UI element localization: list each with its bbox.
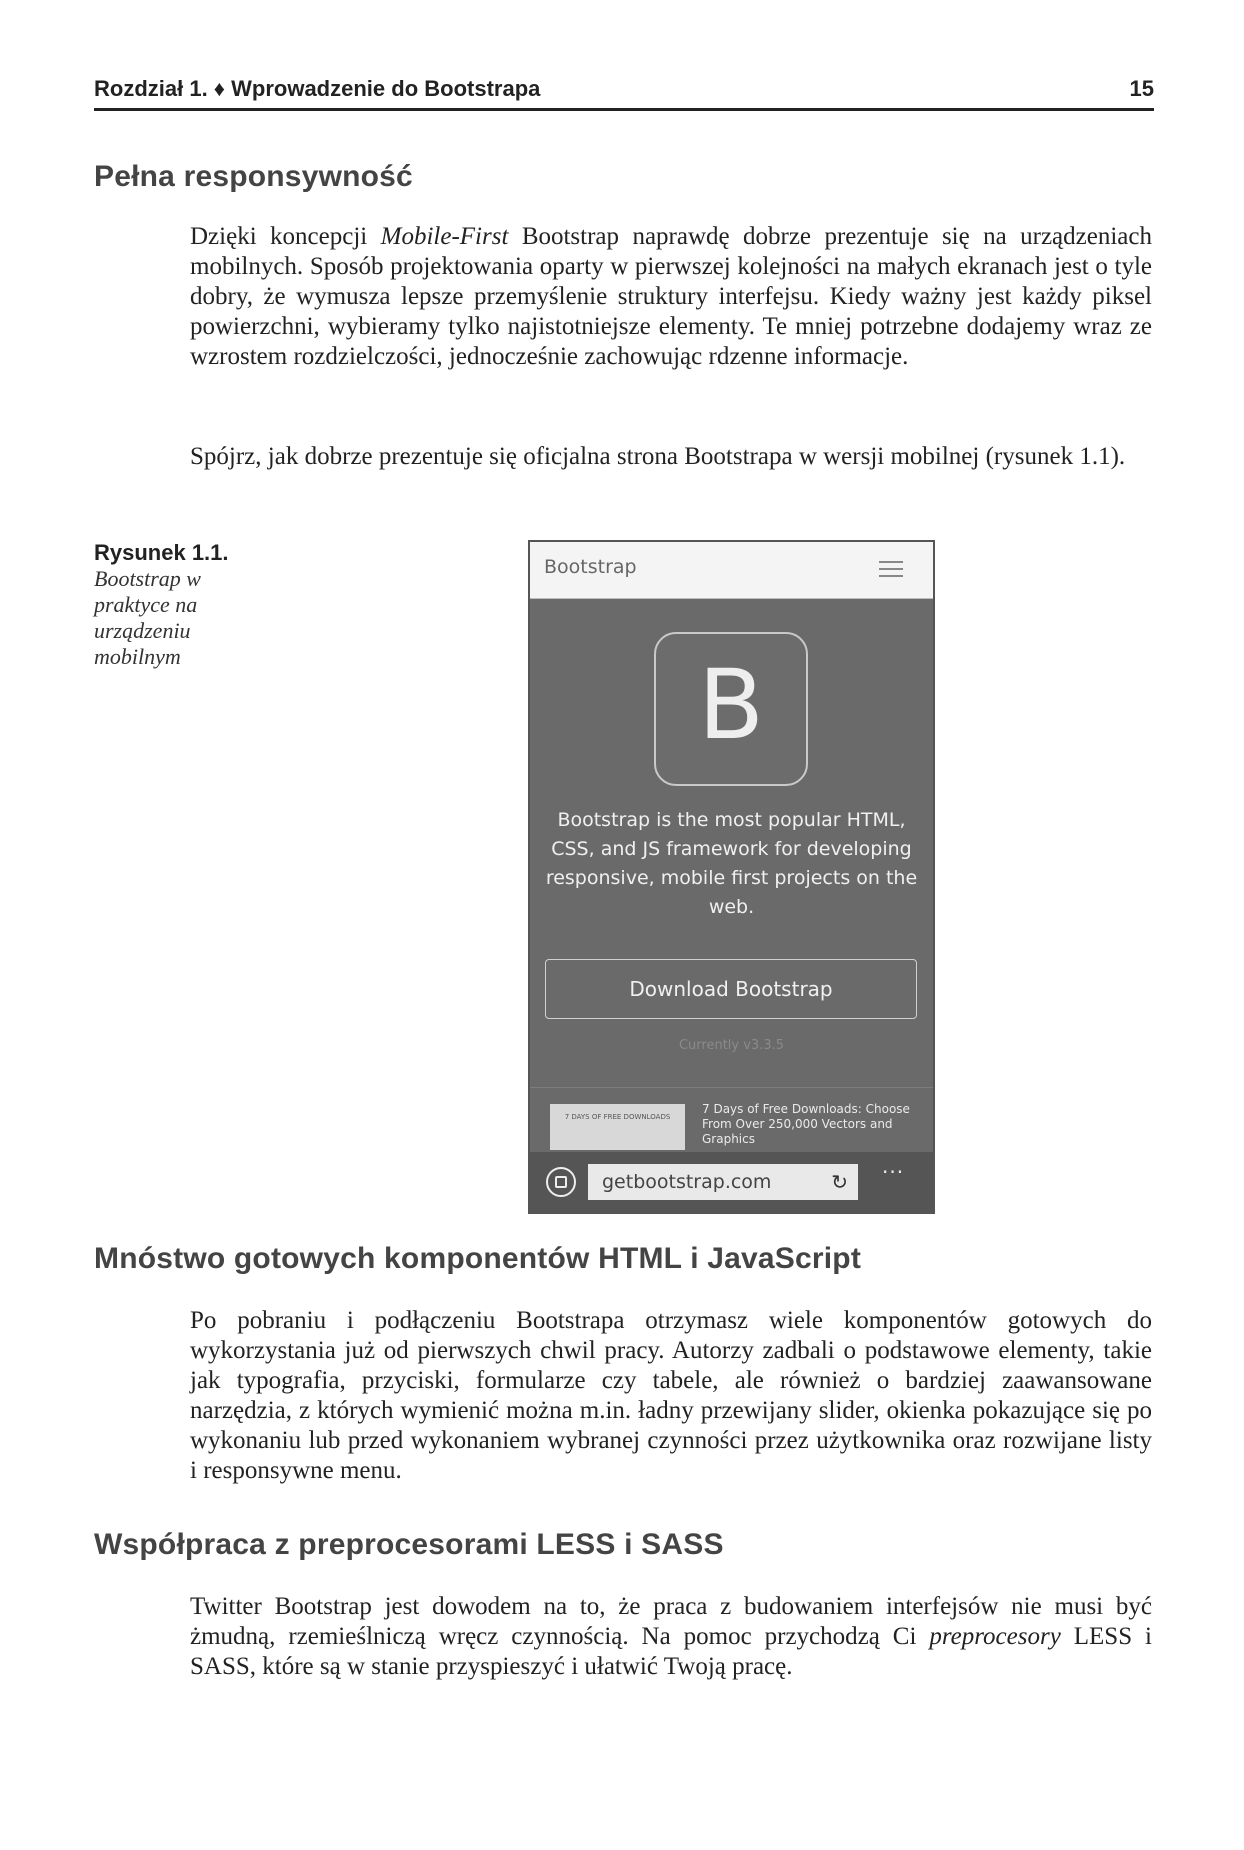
section-heading-responsiveness: Pełna responsywność: [94, 160, 413, 193]
hamburger-menu-icon: [879, 561, 903, 582]
mobile-screenshot-figure: [528, 540, 935, 1214]
emphasis-preprocessors: preprocesory: [929, 1623, 1061, 1650]
running-title: Rozdział 1. ♦ Wprowadzenie do Bootstrapa: [94, 76, 541, 101]
logo-letter: B: [698, 649, 764, 761]
url-text: getbootstrap.com: [602, 1171, 772, 1193]
url-field: [588, 1164, 858, 1200]
ad-image: 7 DAYS OF FREE DOWNLOADS: [550, 1104, 685, 1150]
download-button: Download Bootstrap: [545, 959, 917, 1019]
tagline: Bootstrap is the most popular HTML, CSS, and JS framework for developing responsive, mobile first projects on the web.: [545, 809, 918, 918]
bootstrap-logo: [654, 632, 808, 786]
page-number: 15: [1129, 76, 1154, 101]
paragraph-mobile-first: [190, 222, 1152, 372]
running-header: [94, 72, 1154, 111]
tabs-icon: [546, 1167, 576, 1197]
figure-label: Rysunek 1.1.: [94, 540, 229, 565]
paragraph-text: Twitter Bootstrap jest dowodem na to, że praca z budowaniem interfejsów nie musi być żmudną, rzemieślniczą wręcz czynnością. Na pomoc przychodzą Ci: [190, 1593, 1152, 1650]
paragraph-components: Po pobraniu i podłączeniu Bootstrapa otrzymasz wiele komponentów gotowych do wykorzystania już od pierwszych chwil pracy. Autorzy zadbali o podstawowe elementy, takie jak typografia, przyciski, formularze czy tabele, ale również o bardziej zaawansowane narzędzia, z których wymienić można m.in. ładny przewijany slider, okienka pokazujące się po wykonaniu lub przed wykonaniem wybranej czynności przez użytkownika oraz rozwijane listy i responsywne menu.: [190, 1307, 1152, 1484]
navbar-brand: Bootstrap: [544, 556, 637, 578]
navbar: [530, 542, 933, 599]
paragraph-preprocessors: [190, 1592, 1152, 1682]
refresh-icon: ↻: [831, 1170, 848, 1194]
ad-text: 7 Days of Free Downloads: Choose From Over 250,000 Vectors and Graphics: [702, 1102, 910, 1146]
ad-divider: [530, 1087, 933, 1088]
section-heading-preprocessors: Współpraca z preprocesorami LESS i SASS: [94, 1528, 724, 1561]
version-text: Currently v3.3.5: [678, 1038, 785, 1053]
paragraph-text: Bootstrap naprawdę dobrze prezentuje się na urządzeniach mobilnych. Sposób projektowania oparty w pierwszej kolejności na małych ekranach jest o tyle dobry, że wymusza lepsze przemyślenie struktury interfejsu. Kiedy ważny jest każdy piksel powierzchni, wybieramy tylko najistotniejsze elementy. Te mniej potrzebne dodajemy wraz ze wzrostem rozdzielczości, jednocześnie zachowując rdzenne informacje.: [190, 223, 1152, 370]
figure-caption: [94, 540, 264, 670]
figure-caption-text: Bootstrap w praktyce na urządzeniu mobilnym: [94, 566, 201, 669]
paragraph-see-figure: Spójrz, jak dobrze prezentuje się oficjalna strona Bootstrapa w wersji mobilnej (rysunek 1.1).: [190, 443, 1126, 470]
browser-url-bar: [530, 1152, 933, 1212]
more-icon: ...: [882, 1154, 905, 1178]
emphasis-mobile-first: Mobile-First: [380, 223, 509, 250]
section-heading-components: Mnóstwo gotowych komponentów HTML i JavaScript: [94, 1242, 862, 1275]
paragraph-text: Dzięki koncepcji: [190, 223, 381, 250]
paragraph-text: LESS i SASS, które są w stanie przyspieszyć i ułatwić Twoją pracę.: [190, 1623, 1152, 1680]
